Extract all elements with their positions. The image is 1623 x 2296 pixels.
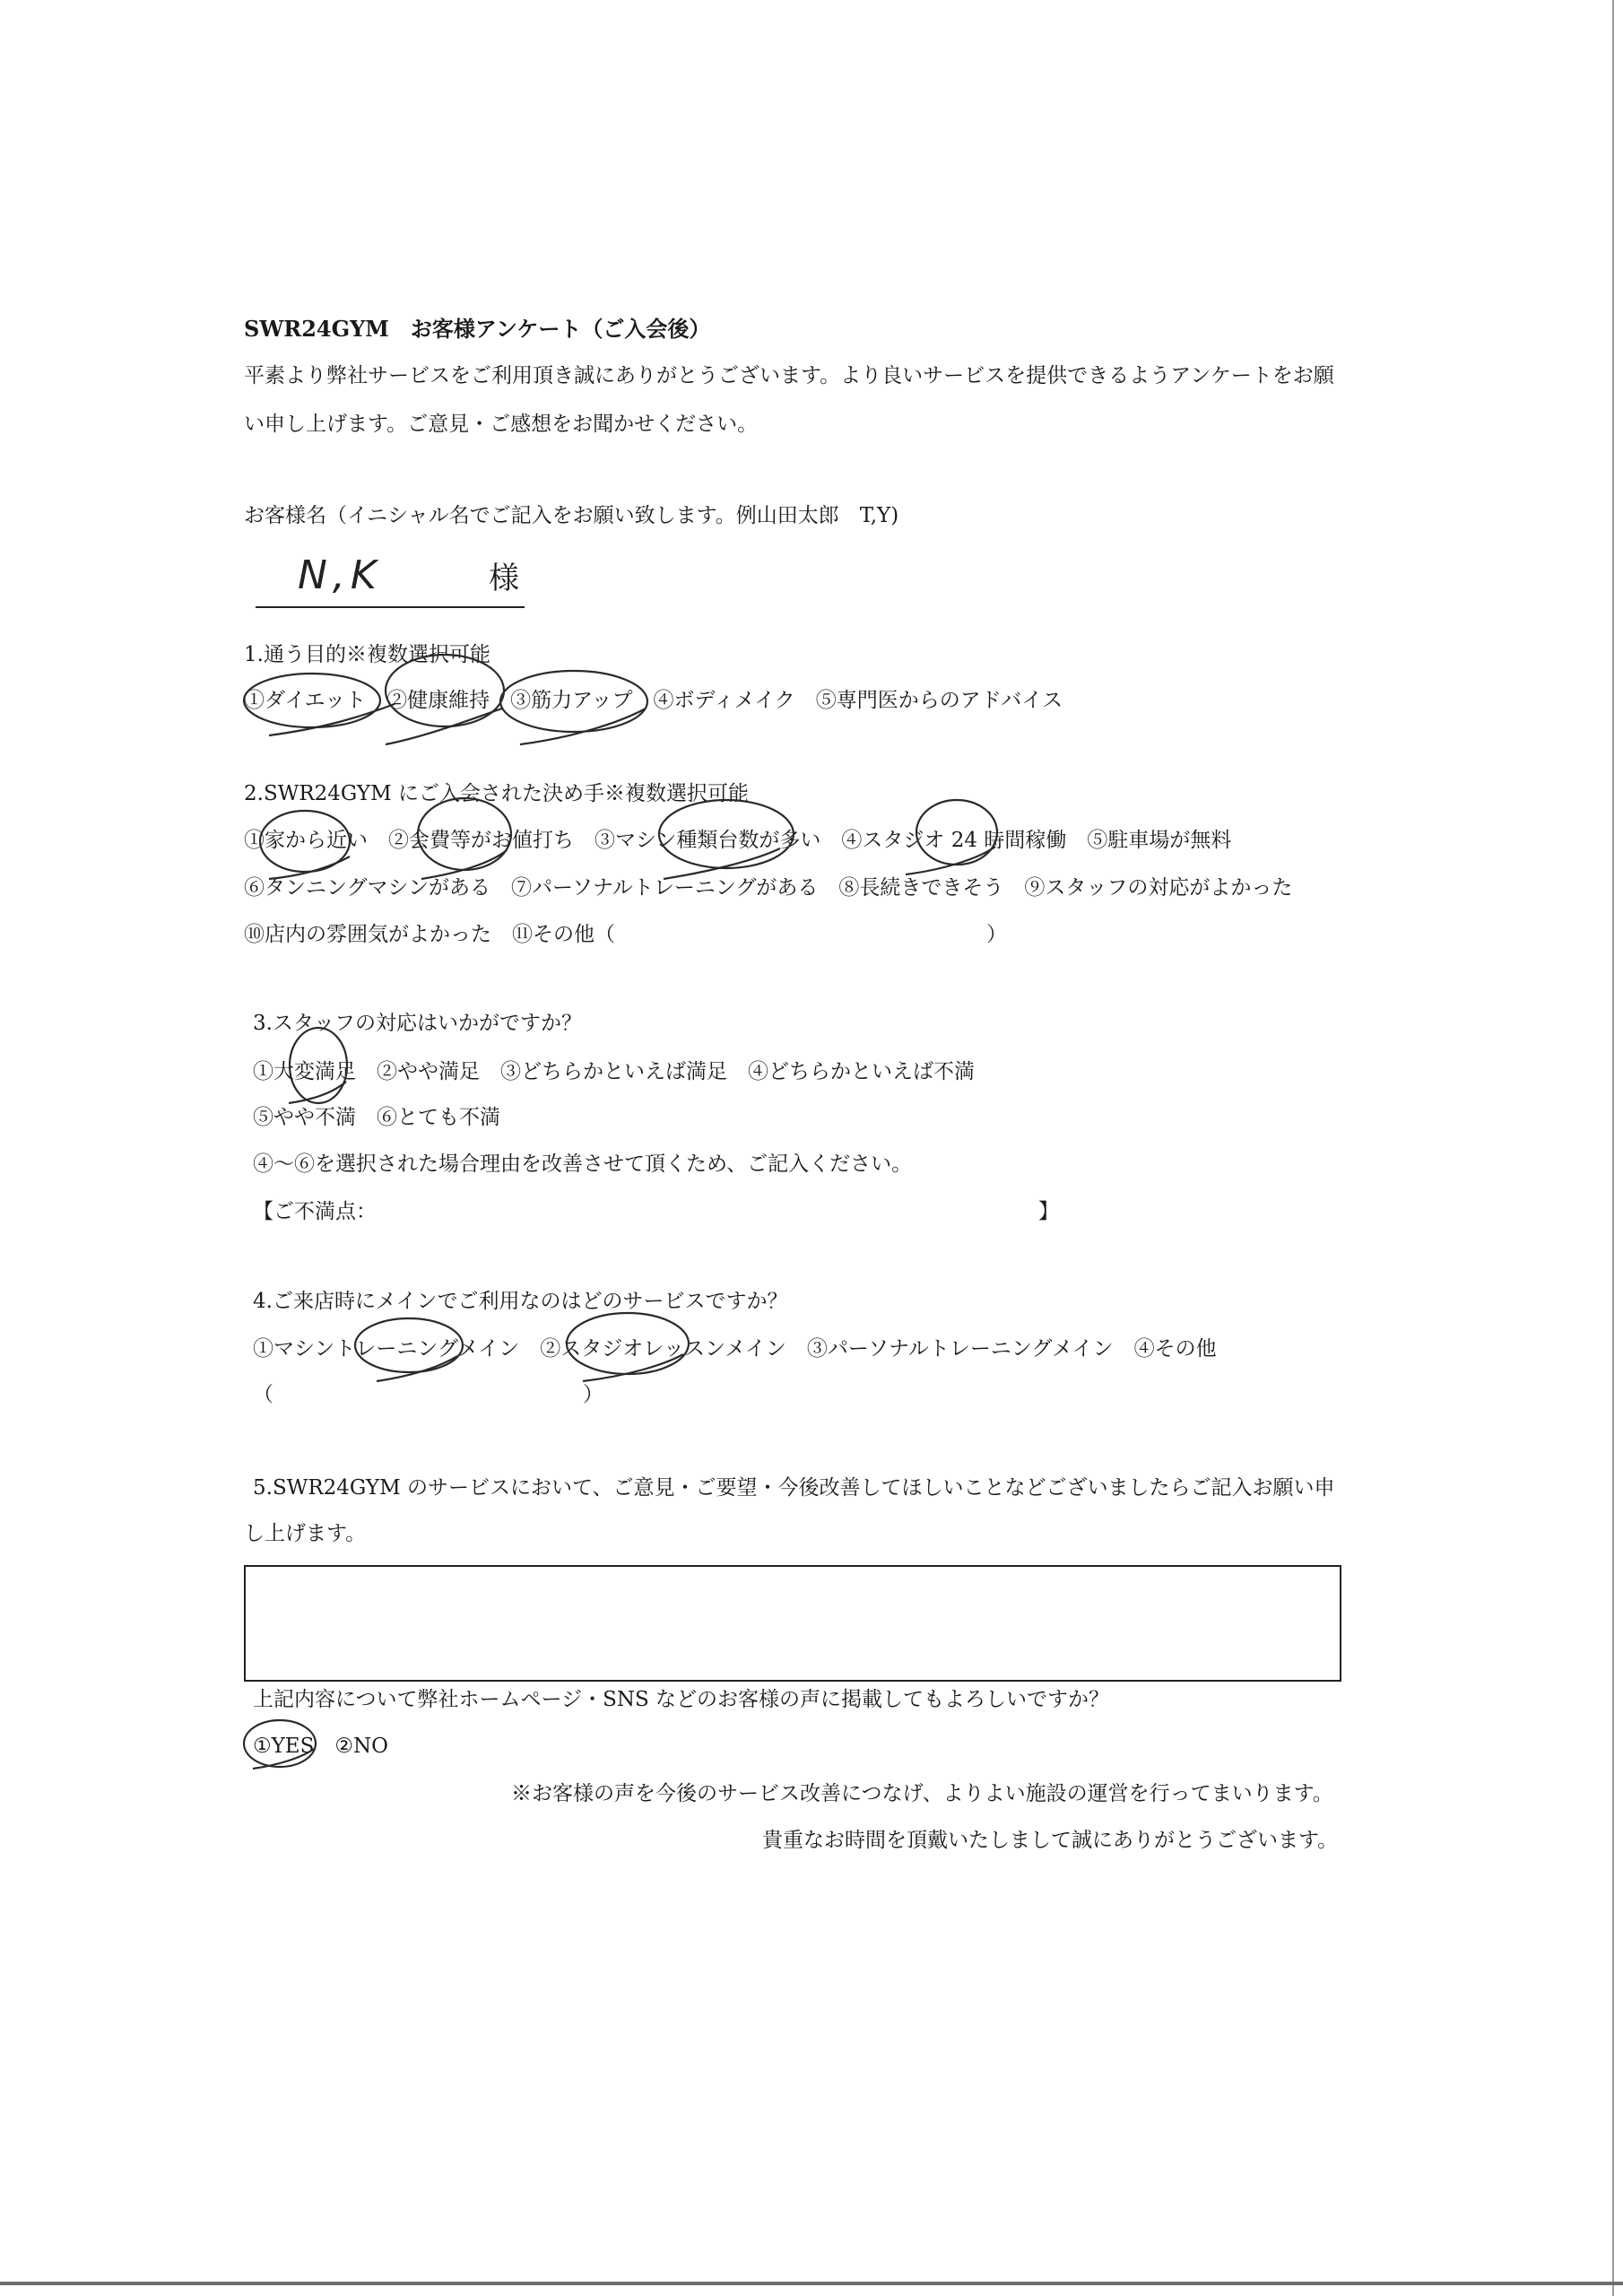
q2-options-line-2[interactable]: ⑥タンニングマシンがある ⑦パーソナルトレーニングがある ⑧長続きできそう ⑨スタッフの対応がよかった [244,876,1293,900]
mark-q1-health-tail [386,709,502,744]
scan-edge-right [1612,0,1614,2296]
q5-question-line-2: し上げます。 [244,1522,367,1545]
name-underline [256,606,525,608]
publish-question: 上記内容について弊社ホームページ・SNS などのお客様の声に掲載してもよろしいですか？ [253,1688,1110,1711]
q3-complaint-label[interactable]: 【ご不満点： [253,1200,377,1223]
q2-options-line-3[interactable]: ⑩店内の雰囲気がよかった ⑪その他（ ） [244,923,1007,946]
q3-note: ④～⑥を選択された場合理由を改善させて頂くため、ご記入ください。 [253,1152,913,1176]
intro-line-1: 平素より弊社サービスをご利用頂き誠にありがとうございます。より良いサービスを提供できるようアンケートをお願 [244,364,1334,387]
customer-honorific: 様 [489,561,519,596]
q1-question: 1.通う目的※複数選択可能 [244,643,490,666]
q3-options-line-1[interactable]: ①大変満足 ②やや満足 ③どちらかといえば満足 ④どちらかといえば不満 [253,1060,975,1083]
customer-name-value[interactable]: N,K [298,552,382,598]
footer-note-2: 貴重なお時間を頂戴いたしまして誠にありがとうございます。 [762,1829,1339,1852]
customer-name-label: お客様名（イニシャル名でご記入をお願い致します。例山田太郎 T,Y) [244,504,899,527]
q4-options-line-1[interactable]: ①マシントレーニングメイン ②スタジオレッスンメイン ③パーソナルトレーニングメイン ④その他 [253,1337,1217,1361]
q5-comment-box[interactable] [244,1565,1341,1682]
survey-title: SWR24GYM お客様アンケート（ご入会後） [244,316,711,342]
q1-options[interactable]: ①ダイエット ②健康維持 ③筋力アップ ④ボディメイク ⑤専門医からのアドバイス [244,689,1063,712]
q3-question: 3.スタッフの対応はいかがですか？ [253,1012,582,1035]
q2-options-line-1[interactable]: ①家から近い ②会費等がお値打ち ③マシン種類台数が多い ④スタジオ 24 時間稼働 ⑤駐車場が無料 [244,829,1232,852]
q5-question-line-1: 5.SWR24GYM のサービスにおいて、ご意見・ご要望・今後改善してほしいことなどございましたらご記入お願い申 [253,1476,1335,1500]
q3-options-line-2[interactable]: ⑤やや不満 ⑥とても不満 [253,1106,500,1129]
publish-options[interactable]: ①YES ②NO [253,1735,388,1758]
mark-q1-muscle-tail [520,709,646,744]
q4-options-line-2[interactable]: （ ） [253,1383,603,1406]
intro-line-2: い申し上げます。ご意見・ご感想をお聞かせください。 [244,413,759,436]
scan-edge-bottom [0,2282,1623,2285]
footer-note-1: ※お客様の声を今後のサービス改善につなげ、よりよい施設の運営を行ってまいります。 [511,1782,1333,1805]
q2-question: 2.SWR24GYM にご入会された決め手※複数選択可能 [244,782,749,805]
q4-question: 4.ご来店時にメインでご利用なのはどのサービスですか？ [253,1290,788,1313]
q3-complaint-close: 】 [1038,1200,1059,1223]
